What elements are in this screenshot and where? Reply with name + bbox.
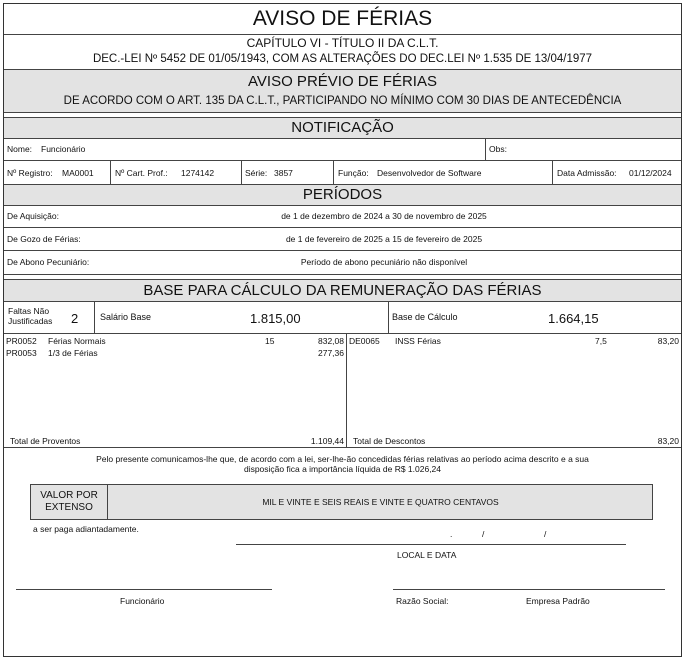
divider xyxy=(4,112,681,113)
comunicado-line-1: Pelo presente comunicamos-lhe que, de acordo com a lei, ser-lhe-ão concedidas férias relativas ao período acima descrito e a sua xyxy=(96,454,589,464)
razao-signature-line xyxy=(393,589,665,590)
divider xyxy=(4,447,681,448)
faltas-value: 2 xyxy=(71,311,79,326)
provento-row-1-ref: 15 xyxy=(265,336,275,346)
divider xyxy=(485,138,486,160)
valor-extenso-value: MIL E VINTE E SEIS REAIS E VINTE E QUATRO CENTAVOS xyxy=(262,497,499,507)
proventos-total-value: 1.109,44 xyxy=(310,436,344,446)
date-dot: . xyxy=(450,529,453,539)
notificacao-title: NOTIFICAÇÃO xyxy=(291,119,394,136)
valor-extenso-label xyxy=(31,485,108,519)
registro-value: MA0001 xyxy=(62,168,94,178)
abono-value: Período de abono pecuniário não disponível xyxy=(300,257,468,267)
divider xyxy=(4,227,681,228)
comunicado-line-2: disposição fica a importância líquida de R$ 1.026,24 xyxy=(243,464,442,474)
nome-value: Funcionário xyxy=(41,144,86,154)
funcionario-signature-line xyxy=(16,589,272,590)
funcao-label: Função: xyxy=(338,168,369,178)
divider xyxy=(333,160,334,184)
serie-value: 3857 xyxy=(274,168,293,178)
divider xyxy=(241,160,242,184)
divider xyxy=(4,250,681,251)
document-title: AVISO DE FÉRIAS xyxy=(252,7,433,30)
serie-label: Série: xyxy=(245,168,268,178)
chapter-line: CAPÍTULO VI - TÍTULO II DA C.L.T. xyxy=(246,36,439,50)
adiantado-text: a ser paga adiantadamente. xyxy=(33,524,139,534)
valor-extenso-box xyxy=(30,484,653,520)
registro-label: Nº Registro: xyxy=(7,168,53,178)
periodos-title: PERÍODOS xyxy=(302,186,383,203)
funcao-value: Desenvolvedor de Software xyxy=(377,168,482,178)
desconto-row-1-code: DE0065 xyxy=(349,336,380,346)
descontos-total-value: 83,20 xyxy=(657,436,679,446)
divider xyxy=(346,333,347,447)
vacation-notice-document xyxy=(3,3,682,657)
calculo-value: 1.664,15 xyxy=(548,311,599,326)
provento-row-2-value: 277,36 xyxy=(318,348,344,358)
faltas-label xyxy=(8,306,52,326)
aquisicao-value: de 1 de dezembro de 2024 a 30 de novembro de 2025 xyxy=(281,211,487,221)
funcionario-label: Funcionário xyxy=(120,596,165,606)
divider xyxy=(388,301,389,333)
provento-row-1-code: PR0052 xyxy=(6,336,37,346)
faltas-label-line2: Justificadas xyxy=(8,316,53,326)
abono-label: De Abono Pecuniário: xyxy=(7,257,90,267)
desconto-row-1-desc: INSS Férias xyxy=(395,336,441,346)
proventos-total-label: Total de Proventos xyxy=(10,436,81,446)
cart-value: 1274142 xyxy=(181,168,215,178)
salario-label: Salário Base xyxy=(100,312,152,322)
cart-label: Nº Cart. Prof.: xyxy=(115,168,168,178)
faltas-label-line1: Faltas Não xyxy=(8,306,50,316)
aviso-previo-subtitle: DE ACORDO COM O ART. 135 DA C.L.T., PARTICIPANDO NO MÍNIMO COM 30 DIAS DE ANTECEDÊNCIA xyxy=(63,95,622,107)
divider xyxy=(4,274,681,275)
divider xyxy=(4,160,681,161)
local-data-line xyxy=(236,544,626,545)
divider xyxy=(94,301,95,333)
razao-value: Empresa Padrão xyxy=(526,596,590,606)
divider xyxy=(4,301,681,302)
admissao-value: 01/12/2024 xyxy=(629,168,672,178)
decree-line: DEC.-LEI Nº 5452 DE 01/05/1943, COM AS ALTERAÇÕES DO DEC.LEI Nº 1.535 DE 13/04/1977 xyxy=(92,53,593,65)
date-slash-1: / xyxy=(482,529,485,539)
provento-row-2-desc: 1/3 de Férias xyxy=(48,348,98,358)
local-data-label: LOCAL E DATA xyxy=(397,550,457,560)
obs-label: Obs: xyxy=(489,144,507,154)
date-slash-2: / xyxy=(544,529,547,539)
gozo-value: de 1 de fevereiro de 2025 a 15 de fevereiro de 2025 xyxy=(285,234,483,244)
desconto-row-1-ref: 7,5 xyxy=(595,336,607,346)
provento-row-1-desc: Férias Normais xyxy=(48,336,106,346)
salario-value: 1.815,00 xyxy=(250,311,301,326)
desconto-row-1-value: 83,20 xyxy=(657,336,679,346)
admissao-label: Data Admissão: xyxy=(557,168,617,178)
divider xyxy=(4,333,681,334)
calculo-label: Base de Cálculo xyxy=(392,312,458,322)
razao-label: Razão Social: xyxy=(396,596,449,606)
provento-row-1-value: 832,08 xyxy=(318,336,344,346)
divider xyxy=(552,160,553,184)
base-title: BASE PARA CÁLCULO DA REMUNERAÇÃO DAS FÉRIAS xyxy=(143,282,542,299)
valor-extenso-label-line1: VALOR POR xyxy=(40,490,98,501)
descontos-total-label: Total de Descontos xyxy=(353,436,426,446)
aquisicao-label: De Aquisição: xyxy=(7,211,59,221)
divider xyxy=(4,34,681,35)
divider xyxy=(110,160,111,184)
gozo-label: De Gozo de Férias: xyxy=(7,234,81,244)
valor-extenso-label-line2: EXTENSO xyxy=(45,502,93,513)
divider xyxy=(4,205,681,206)
aviso-previo-title: AVISO PRÉVIO DE FÉRIAS xyxy=(248,73,437,90)
divider xyxy=(4,138,681,139)
nome-label: Nome: xyxy=(7,144,33,154)
provento-row-2-code: PR0053 xyxy=(6,348,37,358)
